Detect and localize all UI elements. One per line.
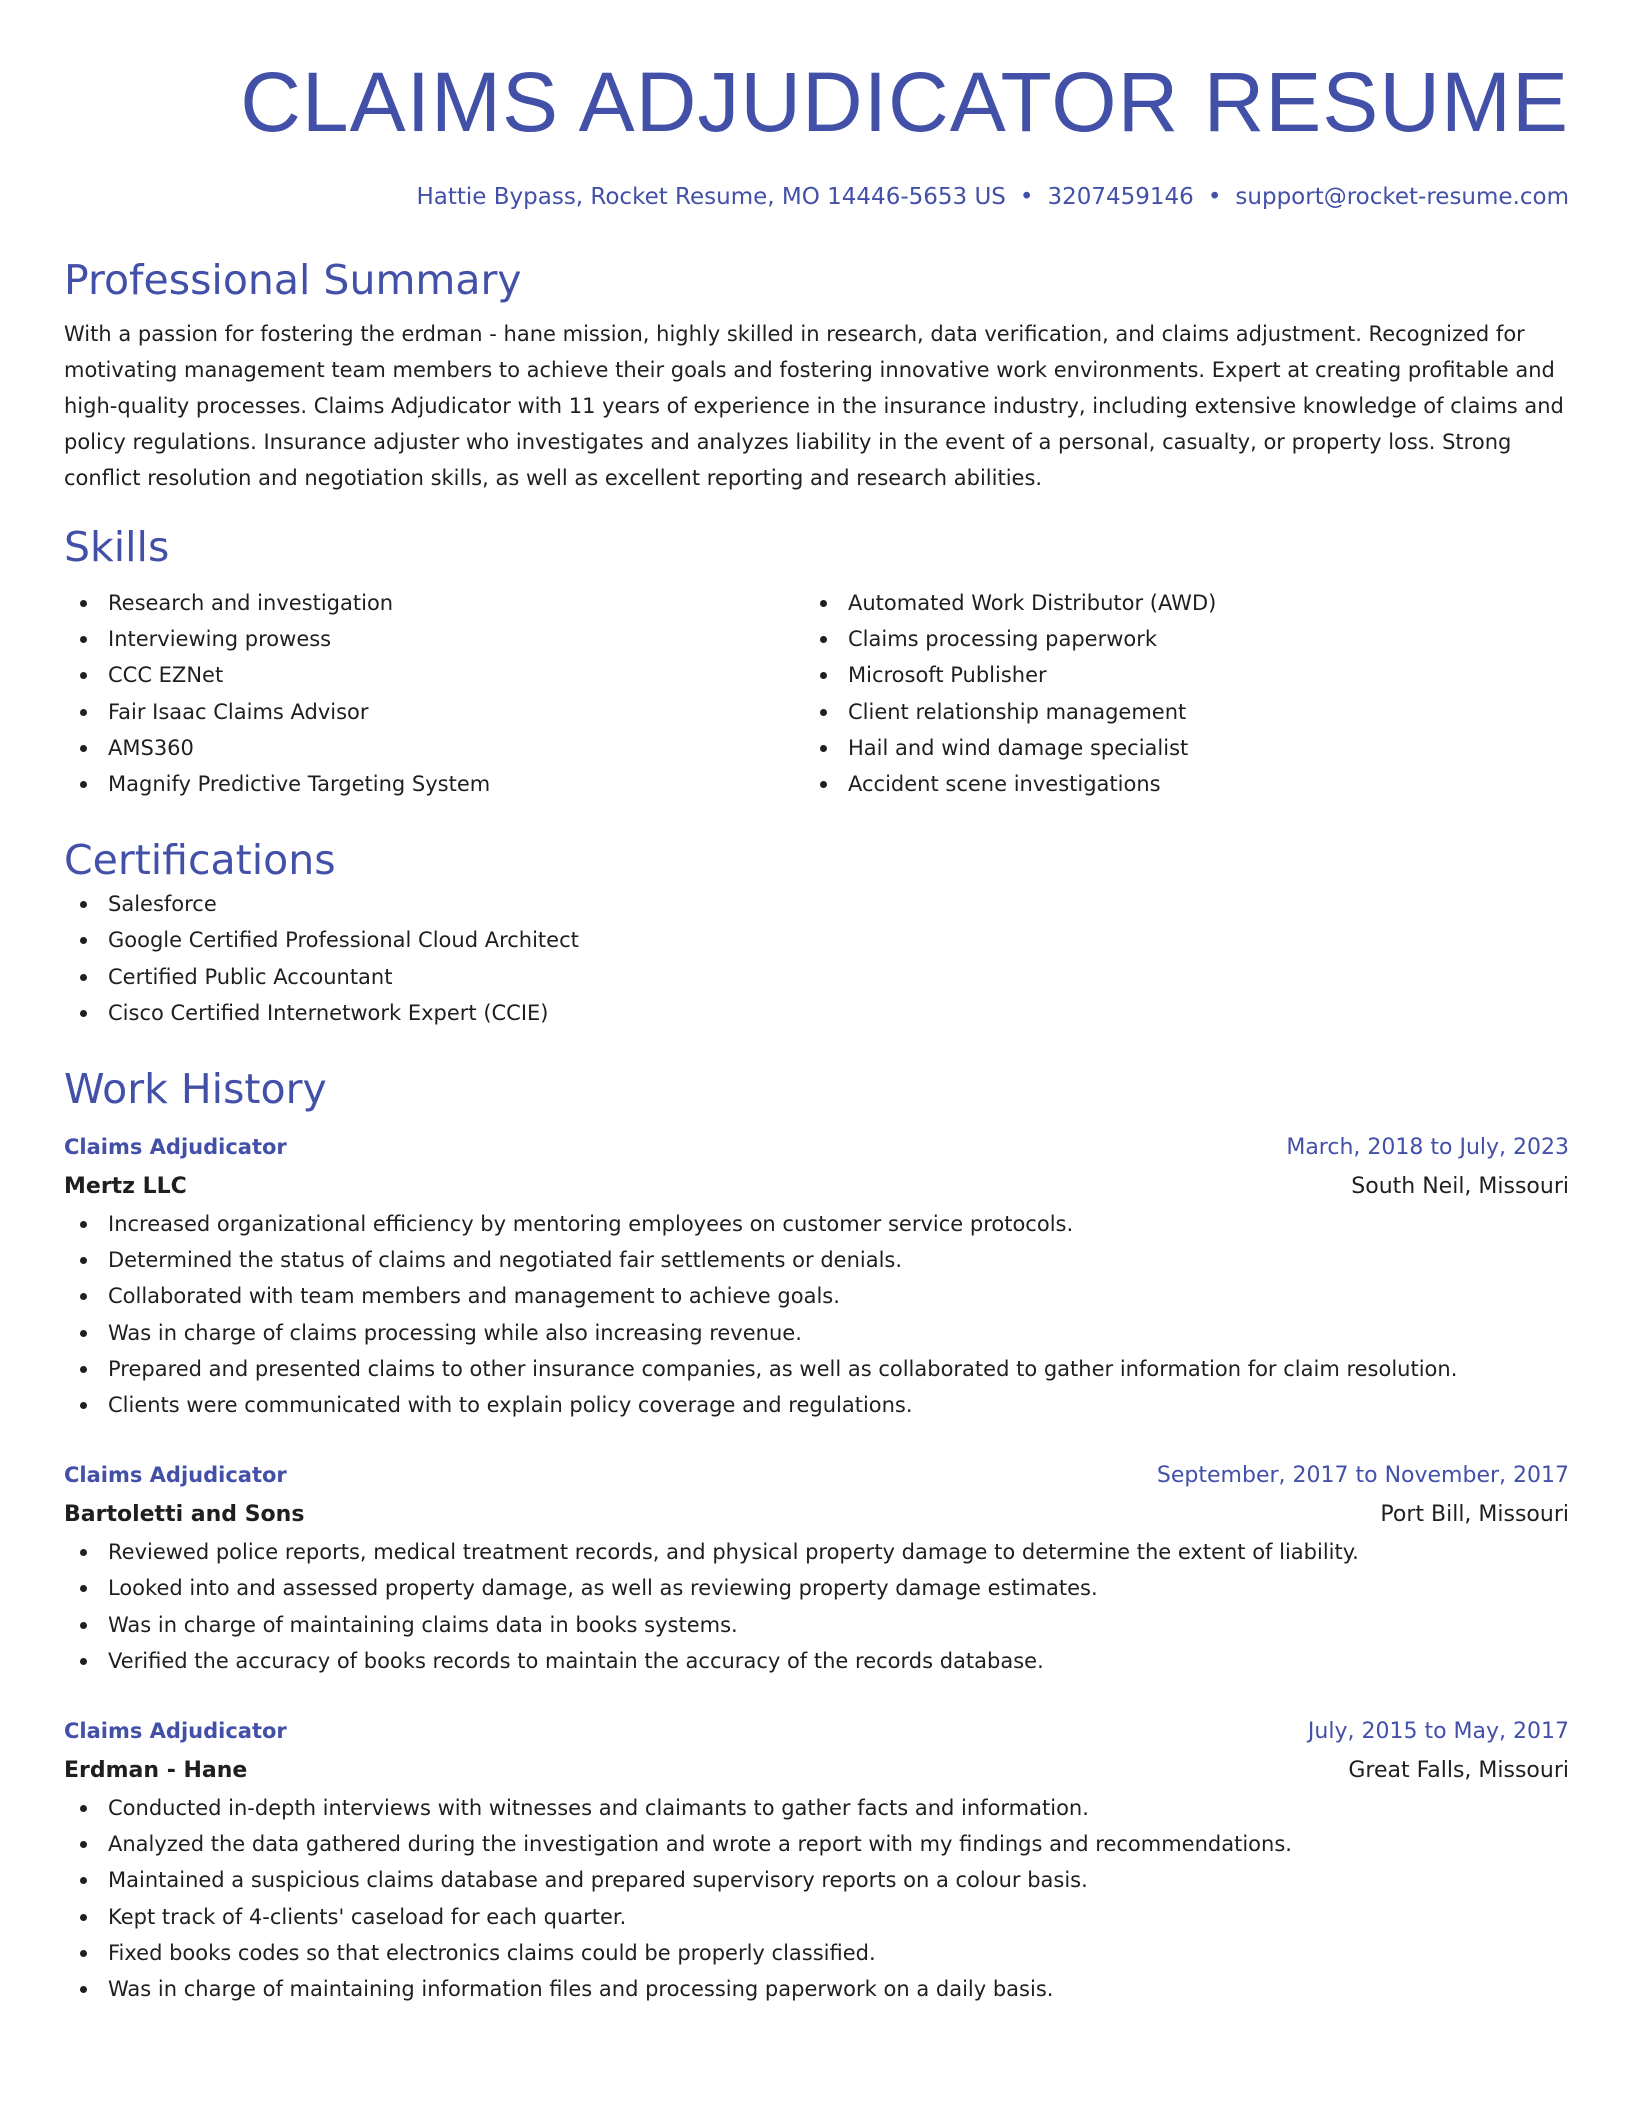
job-bullet: Looked into and assessed property damage, as well as reviewing property damage estimates. [64, 1570, 1569, 1606]
job-bullet: Clients were communicated with to explain policy coverage and regulations. [64, 1387, 1569, 1423]
job-company-row [64, 1496, 1569, 1534]
contact-separator: • [1207, 184, 1222, 210]
skill-item: Research and investigation [64, 585, 804, 621]
job-bullets [64, 1534, 1569, 1679]
skill-item: Hail and wind damage specialist [804, 730, 1544, 766]
job-bullet: Was in charge of maintaining information files and processing paperwork on a daily basis. [64, 1971, 1569, 2007]
summary-heading: Professional Summary [64, 256, 522, 304]
resume-title: CLAIMS ADJUDICATOR RESUME [240, 55, 1569, 149]
job-bullet: Verified the accuracy of books records to maintain the accuracy of the records database. [64, 1643, 1569, 1679]
job-title: Claims Adjudicator [64, 1463, 287, 1488]
skills-column-right [804, 585, 1544, 802]
contact-address: Hattie Bypass, Rocket Resume, MO 14446-5653 US [416, 184, 1006, 210]
skill-item: AMS360 [64, 730, 804, 766]
work-history-heading: Work History [64, 1065, 327, 1114]
skills-list-left [64, 585, 804, 802]
job-title: Claims Adjudicator [64, 1719, 287, 1744]
job-location: South Neil, Missouri [1351, 1174, 1569, 1200]
skill-item: CCC EZNet [64, 657, 804, 693]
job-bullet: Conducted in-depth interviews with witnesses and claimants to gather facts and information. [64, 1790, 1569, 1826]
certification-item: Google Certified Professional Cloud Architect [64, 922, 1569, 958]
certification-item: Salesforce [64, 886, 1569, 922]
job-title: Claims Adjudicator [64, 1135, 287, 1160]
skills-grid [64, 585, 1569, 802]
job-bullet: Prepared and presented claims to other insurance companies, as well as collaborated to gather information for claim resolution. [64, 1351, 1569, 1387]
job-bullet: Fixed books codes so that electronics claims could be properly classified. [64, 1935, 1569, 1971]
contact-line [64, 182, 1569, 212]
job-entry [64, 1711, 1569, 2007]
job-bullet: Reviewed police reports, medical treatment records, and physical property damage to determine the extent of liability. [64, 1534, 1569, 1570]
job-location: Port Bill, Missouri [1380, 1502, 1569, 1528]
skill-item: Microsoft Publisher [804, 657, 1544, 693]
job-bullet: Increased organizational efficiency by mentoring employees on customer service protocols. [64, 1206, 1569, 1242]
job-company: Mertz LLC [64, 1174, 187, 1200]
job-bullets [64, 1790, 1569, 2007]
job-bullet: Determined the status of claims and negotiated fair settlements or denials. [64, 1242, 1569, 1278]
job-entry [64, 1127, 1569, 1423]
skill-item: Claims processing paperwork [804, 621, 1544, 657]
skill-item: Client relationship management [804, 694, 1544, 730]
job-dates: July, 2015 to May, 2017 [1307, 1719, 1569, 1745]
skill-item: Accident scene investigations [804, 766, 1544, 802]
skill-item: Automated Work Distributor (AWD) [804, 585, 1544, 621]
job-bullets [64, 1206, 1569, 1423]
skill-item: Magnify Predictive Targeting System [64, 766, 804, 802]
job-bullet: Was in charge of claims processing while also increasing revenue. [64, 1315, 1569, 1351]
job-bullet: Collaborated with team members and management to achieve goals. [64, 1278, 1569, 1314]
summary-text: With a passion for fostering the erdman - hane mission, highly skilled in research, data verification, and claims adjustment. Recognized for motivating management team members to achieve their goals and fostering innovative work environments. Expert at creating profitable and high-quality processes. Claims Adjudicator with 11 years of experience in the insurance industry, including extensive knowledge of claims and policy regulations. Insurance adjuster who investigates and analyzes liability in the event of a personal, casualty, or property loss. Strong conflict resolution and negotiation skills, as well as excellent reporting and research abilities. [64, 322, 1564, 490]
job-dates: September, 2017 to November, 2017 [1156, 1463, 1569, 1489]
job-dates: March, 2018 to July, 2023 [1286, 1135, 1569, 1161]
job-title-row [64, 1127, 1569, 1168]
job-company: Bartoletti and Sons [64, 1502, 305, 1528]
job-bullet: Was in charge of maintaining claims data in books systems. [64, 1607, 1569, 1643]
certification-item: Cisco Certified Internetwork Expert (CCIE) [64, 995, 1569, 1031]
contact-separator: • [1019, 184, 1034, 210]
job-bullet: Analyzed the data gathered during the investigation and wrote a report with my findings and recommendations. [64, 1826, 1569, 1862]
certifications-list [64, 886, 1569, 1031]
skill-item: Interviewing prowess [64, 621, 804, 657]
job-location: Great Falls, Missouri [1348, 1758, 1569, 1784]
job-company-row [64, 1168, 1569, 1206]
contact-email[interactable]: support@rocket-resume.com [1235, 184, 1569, 210]
job-company: Erdman - Hane [64, 1758, 248, 1784]
skills-list-right [804, 585, 1544, 802]
job-company-row [64, 1752, 1569, 1790]
certification-item: Certified Public Accountant [64, 959, 1569, 995]
job-entry [64, 1455, 1569, 1679]
certifications-heading: Certifications [64, 836, 336, 885]
skills-column-left [64, 585, 804, 802]
job-bullet: Maintained a suspicious claims database and prepared supervisory reports on a colour basis. [64, 1862, 1569, 1898]
skill-item: Fair Isaac Claims Advisor [64, 694, 804, 730]
job-title-row [64, 1711, 1569, 1752]
skills-heading: Skills [64, 523, 170, 571]
job-title-row [64, 1455, 1569, 1496]
job-bullet: Kept track of 4-clients' caseload for each quarter. [64, 1899, 1569, 1935]
contact-phone: 3207459146 [1047, 184, 1194, 210]
